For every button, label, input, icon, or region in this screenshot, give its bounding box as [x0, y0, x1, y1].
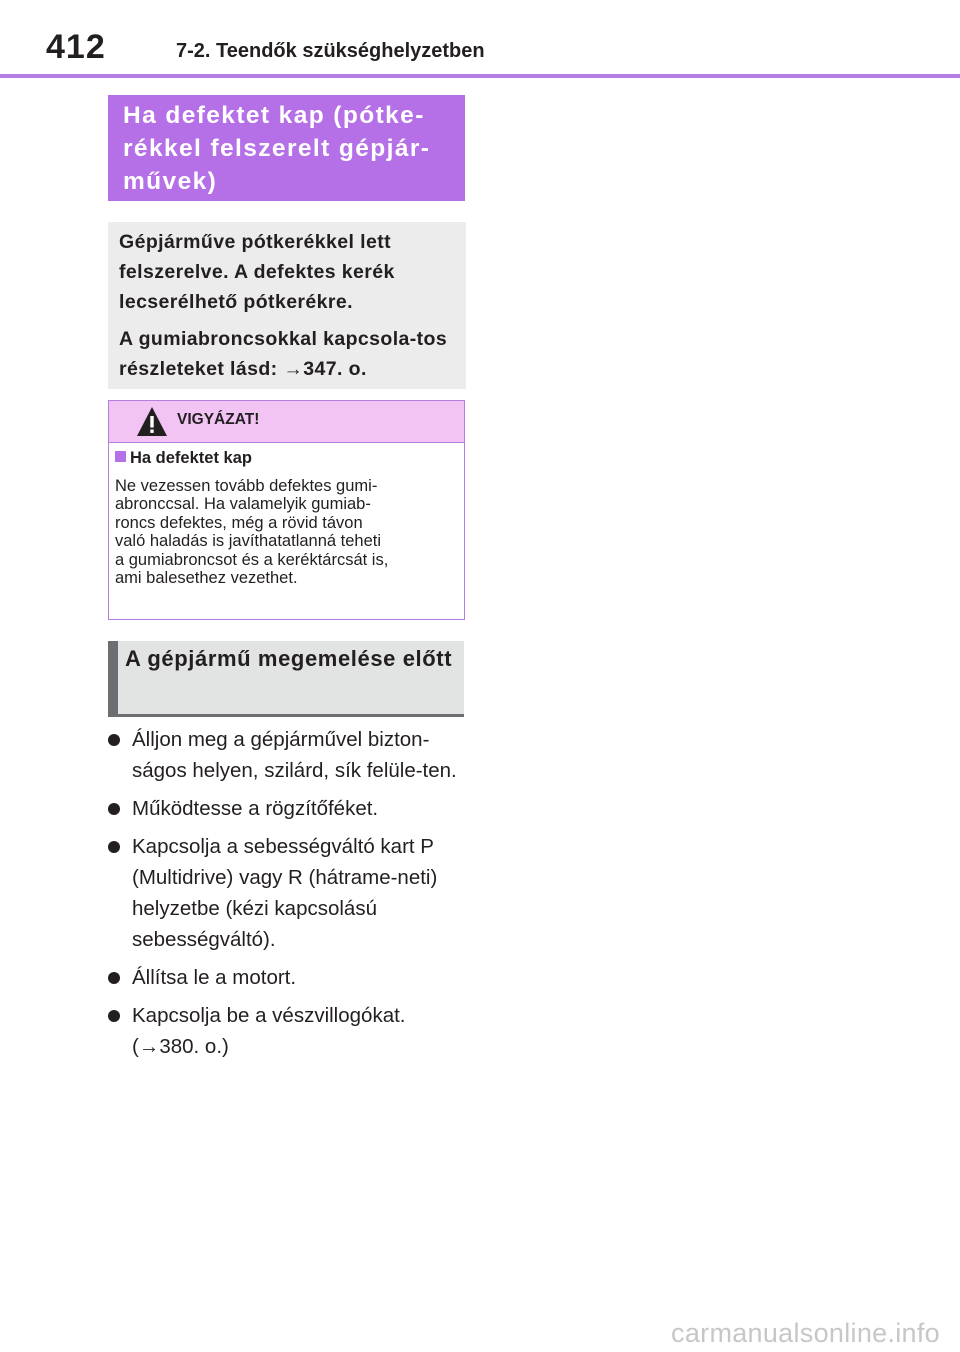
- warning-text-line: Ne vezessen tovább defektes gumi-: [115, 477, 378, 495]
- square-bullet-icon: [115, 451, 126, 462]
- warning-text: [115, 477, 455, 587]
- title-box: [108, 95, 465, 201]
- bullet-list: [108, 724, 468, 1069]
- warning-text-line: való haladás is javíthatatlanná teheti: [115, 532, 382, 551]
- warning-header: [109, 401, 464, 443]
- intro-paragraph: A gumiabroncsokkal kapcsola-tos részleteket lásd: →347. o.: [119, 328, 448, 380]
- warning-text-line: ami balesethez vezethet.: [115, 569, 298, 588]
- warning-text-line: abronccsal. Ha valamelyik gumiab-: [115, 495, 371, 514]
- warning-box: [108, 400, 465, 620]
- list-item-text: Kapcsolja be a vészvillogókat. (→380. o.): [132, 1004, 406, 1058]
- warning-subheading: [115, 449, 252, 468]
- list-item: [108, 1000, 468, 1062]
- intro-box: [108, 222, 466, 389]
- warning-triangle-icon: [135, 405, 169, 443]
- warning-subheading-text: Ha defektet kap: [130, 449, 252, 467]
- bullet-dot-icon: [108, 734, 120, 746]
- section-title: 7-2. Teendők szükséghelyzetben: [176, 40, 485, 62]
- page-number: 412: [46, 28, 106, 66]
- bullet-dot-icon: [108, 1010, 120, 1022]
- title-line: Ha defektet kap (pótke-: [123, 102, 425, 129]
- warning-text-line: roncs defektes, még a rövid távon: [115, 513, 363, 532]
- list-item: [108, 724, 468, 786]
- title-line: rékkel felszerelt gépjár-: [123, 135, 431, 162]
- title-line: művek): [123, 168, 218, 195]
- warning-title: VIGYÁZAT!: [177, 411, 260, 428]
- warning-text-line: a gumiabroncsot és a keréktárcsát is,: [115, 550, 389, 569]
- subsection-header: A gépjármű megemelése előtt: [108, 641, 464, 717]
- bullet-dot-icon: [108, 841, 120, 853]
- header-rule: [0, 74, 960, 78]
- list-item: [108, 962, 468, 993]
- list-item-text: Álljon meg a gépjárművel bizton-ságos helyen, szilárd, sík felüle-ten.: [132, 728, 457, 782]
- intro-paragraph: Gépjárműve pótkerékkel lett felszerelve. A defektes kerék lecserélhető pótkerékre.: [119, 231, 395, 313]
- bullet-dot-icon: [108, 972, 120, 984]
- list-item-text: Működtesse a rögzítőféket.: [132, 797, 379, 820]
- list-item: [108, 793, 468, 824]
- bullet-dot-icon: [108, 803, 120, 815]
- list-item: [108, 831, 468, 955]
- watermark: carmanualsonline.info: [671, 1318, 940, 1348]
- list-item-text: Állítsa le a motort.: [132, 966, 297, 989]
- list-item-text: Kapcsolja a sebességváltó kart P (Multidrive) vagy R (hátrame-neti) helyzetbe (kézi kapcsolású sebességváltó).: [132, 835, 438, 951]
